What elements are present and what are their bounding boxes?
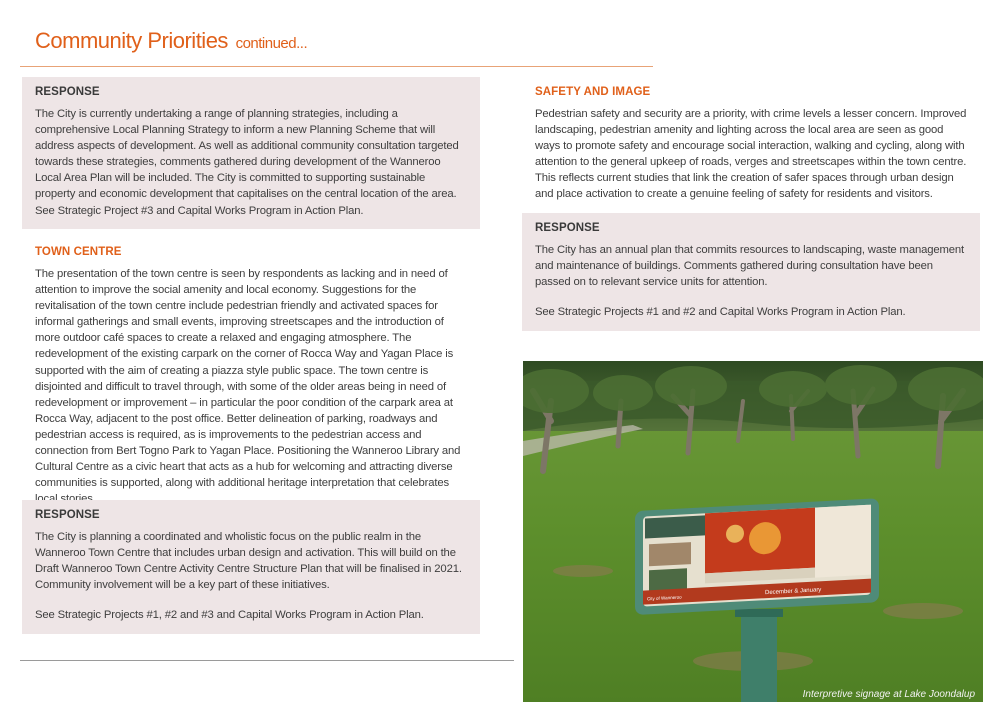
response-reference: See Strategic Projects #1, #2 and #3 and Capital Works Program in Action Plan. <box>35 609 424 622</box>
photo-caption: Interpretive signage at Lake Joondalup <box>802 689 975 700</box>
town-centre-section <box>22 237 480 497</box>
photo-illustration <box>523 361 983 702</box>
bottom-divider <box>20 660 514 661</box>
page-title-continued: continued... <box>235 35 308 52</box>
safety-heading: SAFETY AND IMAGE <box>535 86 651 98</box>
park-signage-photo <box>523 361 983 702</box>
page-title <box>35 28 307 54</box>
response-reference: See Strategic Projects #1 and #2 and Capital Works Program in Action Plan. <box>535 306 906 319</box>
sign-logo-text: City of Wanneroo <box>647 594 682 602</box>
response-box-town-centre <box>22 500 480 634</box>
town-centre-text: The presentation of the town centre is seen by respondents as lacking and in need of attention to improve the social amenity and local economy. Suggestions for the revitalisation of the town centre include pedestrian friendly and activated spaces for informal gatherings and small events, improving streetscapes and the introduction of more outdoor café spaces to create a relaxed and engaging atmosphere. The redevelopment of the existing carpark on the corner of Rocca Way and Yagan Place is supported with the aim of creating a piazza style public space. The town centre is disjointed and difficult to travel through, with some of the older areas being in need of redevelopment or improvement – in particular the poor condition of the carpark area at Rocca Way, adjacent to the post office. Better delineation of parking, roadways and pedestrian access is required, as is improvements to the pedestrian access and connection from Bert Togno Park to Yagan Place. Positioning the Wanneroo Library and Cultural Centre as a civic heart that acts as a hub for welcoming and attracting diverse communities is supported, along with additional heritage interpretation that celebrates <box>35 268 461 490</box>
title-divider <box>20 66 653 67</box>
response-heading: RESPONSE <box>35 509 100 521</box>
response-heading: RESPONSE <box>535 222 600 234</box>
response-text: The City is currently undertaking a range of planning strategies, including a comprehensive Local Planning Strategy to inform a new Planning Scheme that will address aspects of development. As well as additional community consultation targeted towards these strategies, comments gathered during development of the Wanneroo Local Area Plan will be included. The City is committed to supporting sustainable property and economic development that capitalises on the central location of the area. See Strategic Project #3 and Capital Works Program in Action Plan. <box>35 108 459 217</box>
safety-image-section <box>522 77 980 207</box>
response-text: The City has an annual plan that commits resources to landscaping, waste management and maintenance of buildings. Comments gathered during consultation have been passed on to relevant service units for attention. <box>535 244 964 289</box>
response-heading: RESPONSE <box>35 86 100 98</box>
response-box-safety <box>522 213 980 331</box>
sign-footer-text: December & January <box>765 587 822 597</box>
response-box-planning <box>22 77 480 229</box>
town-centre-heading: TOWN CENTRE <box>35 246 122 258</box>
response-text: The City is planning a coordinated and wholistic focus on the public realm in the Wanneroo Town Centre that includes urban design and activation. This will build on the Draft Wanneroo Town Centre Activity Centre Structure Plan that will be finalised in 2021. Community involvement will be a key part of these initiatives. <box>35 531 462 592</box>
page-title-main: Community Priorities <box>35 28 228 53</box>
safety-text: Pedestrian safety and security are a priority, with crime levels a lesser concern. Improved landscaping, pedestrian amenity and lighting across the local area are seen as good ways to promote safety and encourage social interaction, walking and cycling, along with attention to the general upkeep of roads, verges and streetscapes within the town centre. This reflects current studies that link the creation of safer spaces through urban design and place activation to create a genuine feeling of safety for residents and visitors. <box>535 108 967 201</box>
